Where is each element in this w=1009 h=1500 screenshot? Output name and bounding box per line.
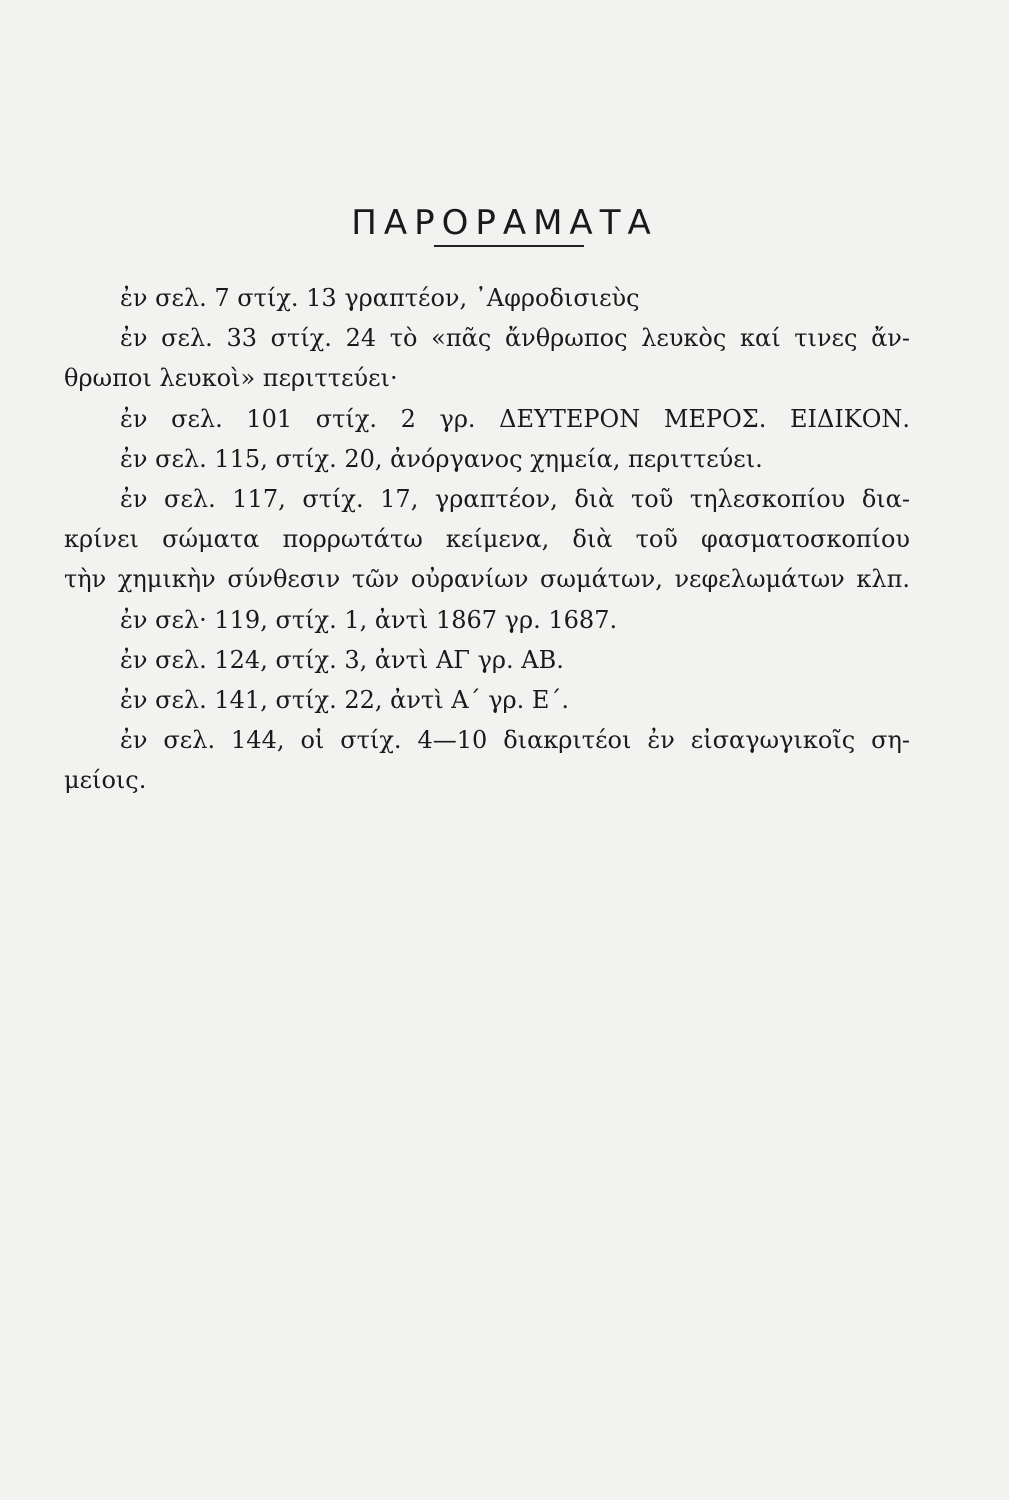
- errata-line: μείοις.: [64, 766, 147, 795]
- errata-line: ἐν σελ· 119, στίχ. 1, ἀντὶ 1867 γρ. 1687.: [120, 605, 618, 634]
- errata-line: ἐν σελ. 115, στίχ. 20, ἀνόργανος χημεία, περιττεύει.: [120, 444, 763, 473]
- errata-line: ἐν σελ. 101 στίχ. 2 γρ. ΔΕΥΤΕΡΟΝ ΜΕΡΟΣ. ΕΙΔΙΚΟΝ.: [120, 404, 910, 433]
- errata-line: ἐν σελ. 33 στίχ. 24 τὸ «πᾶς ἄνθρωπος λευκὸς καί τινες ἄν-: [120, 324, 910, 353]
- title-divider: [434, 245, 584, 247]
- errata-line: ἐν σελ. 7 στίχ. 13 γραπτέον, ᾿Αφροδισιεὺς: [120, 284, 640, 312]
- errata-line: τὴν χημικὴν σύνθεσιν τῶν οὐρανίων σωμάτων, νεφελωμάτων κλπ.: [64, 565, 910, 594]
- errata-list: [64, 278, 910, 800]
- errata-line: ἐν σελ. 144, οἱ στίχ. 4—10 διακριτέοι ἐν εἰσαγωγικοῖς ση-: [120, 726, 910, 755]
- errata-line: ἐν σελ. 124, στίχ. 3, ἀντὶ ΑΓ γρ. ΑΒ.: [120, 645, 564, 674]
- errata-line: ἐν σελ. 141, στίχ. 22, ἀντὶ Α΄ γρ. Ε΄.: [120, 685, 570, 714]
- errata-line: κρίνει σώματα πορρωτάτω κείμενα, διὰ τοῦ φασματοσκοπίου: [64, 525, 910, 554]
- errata-line: ἐν σελ. 117, στίχ. 17, γραπτέον, διὰ τοῦ τηλεσκοπίου δια-: [120, 484, 910, 513]
- page-title: ΠΑΡΟΡΑΜΑΤΑ: [351, 202, 658, 243]
- errata-line: θρωποι λευκοὶ» περιττεύει·: [64, 364, 398, 393]
